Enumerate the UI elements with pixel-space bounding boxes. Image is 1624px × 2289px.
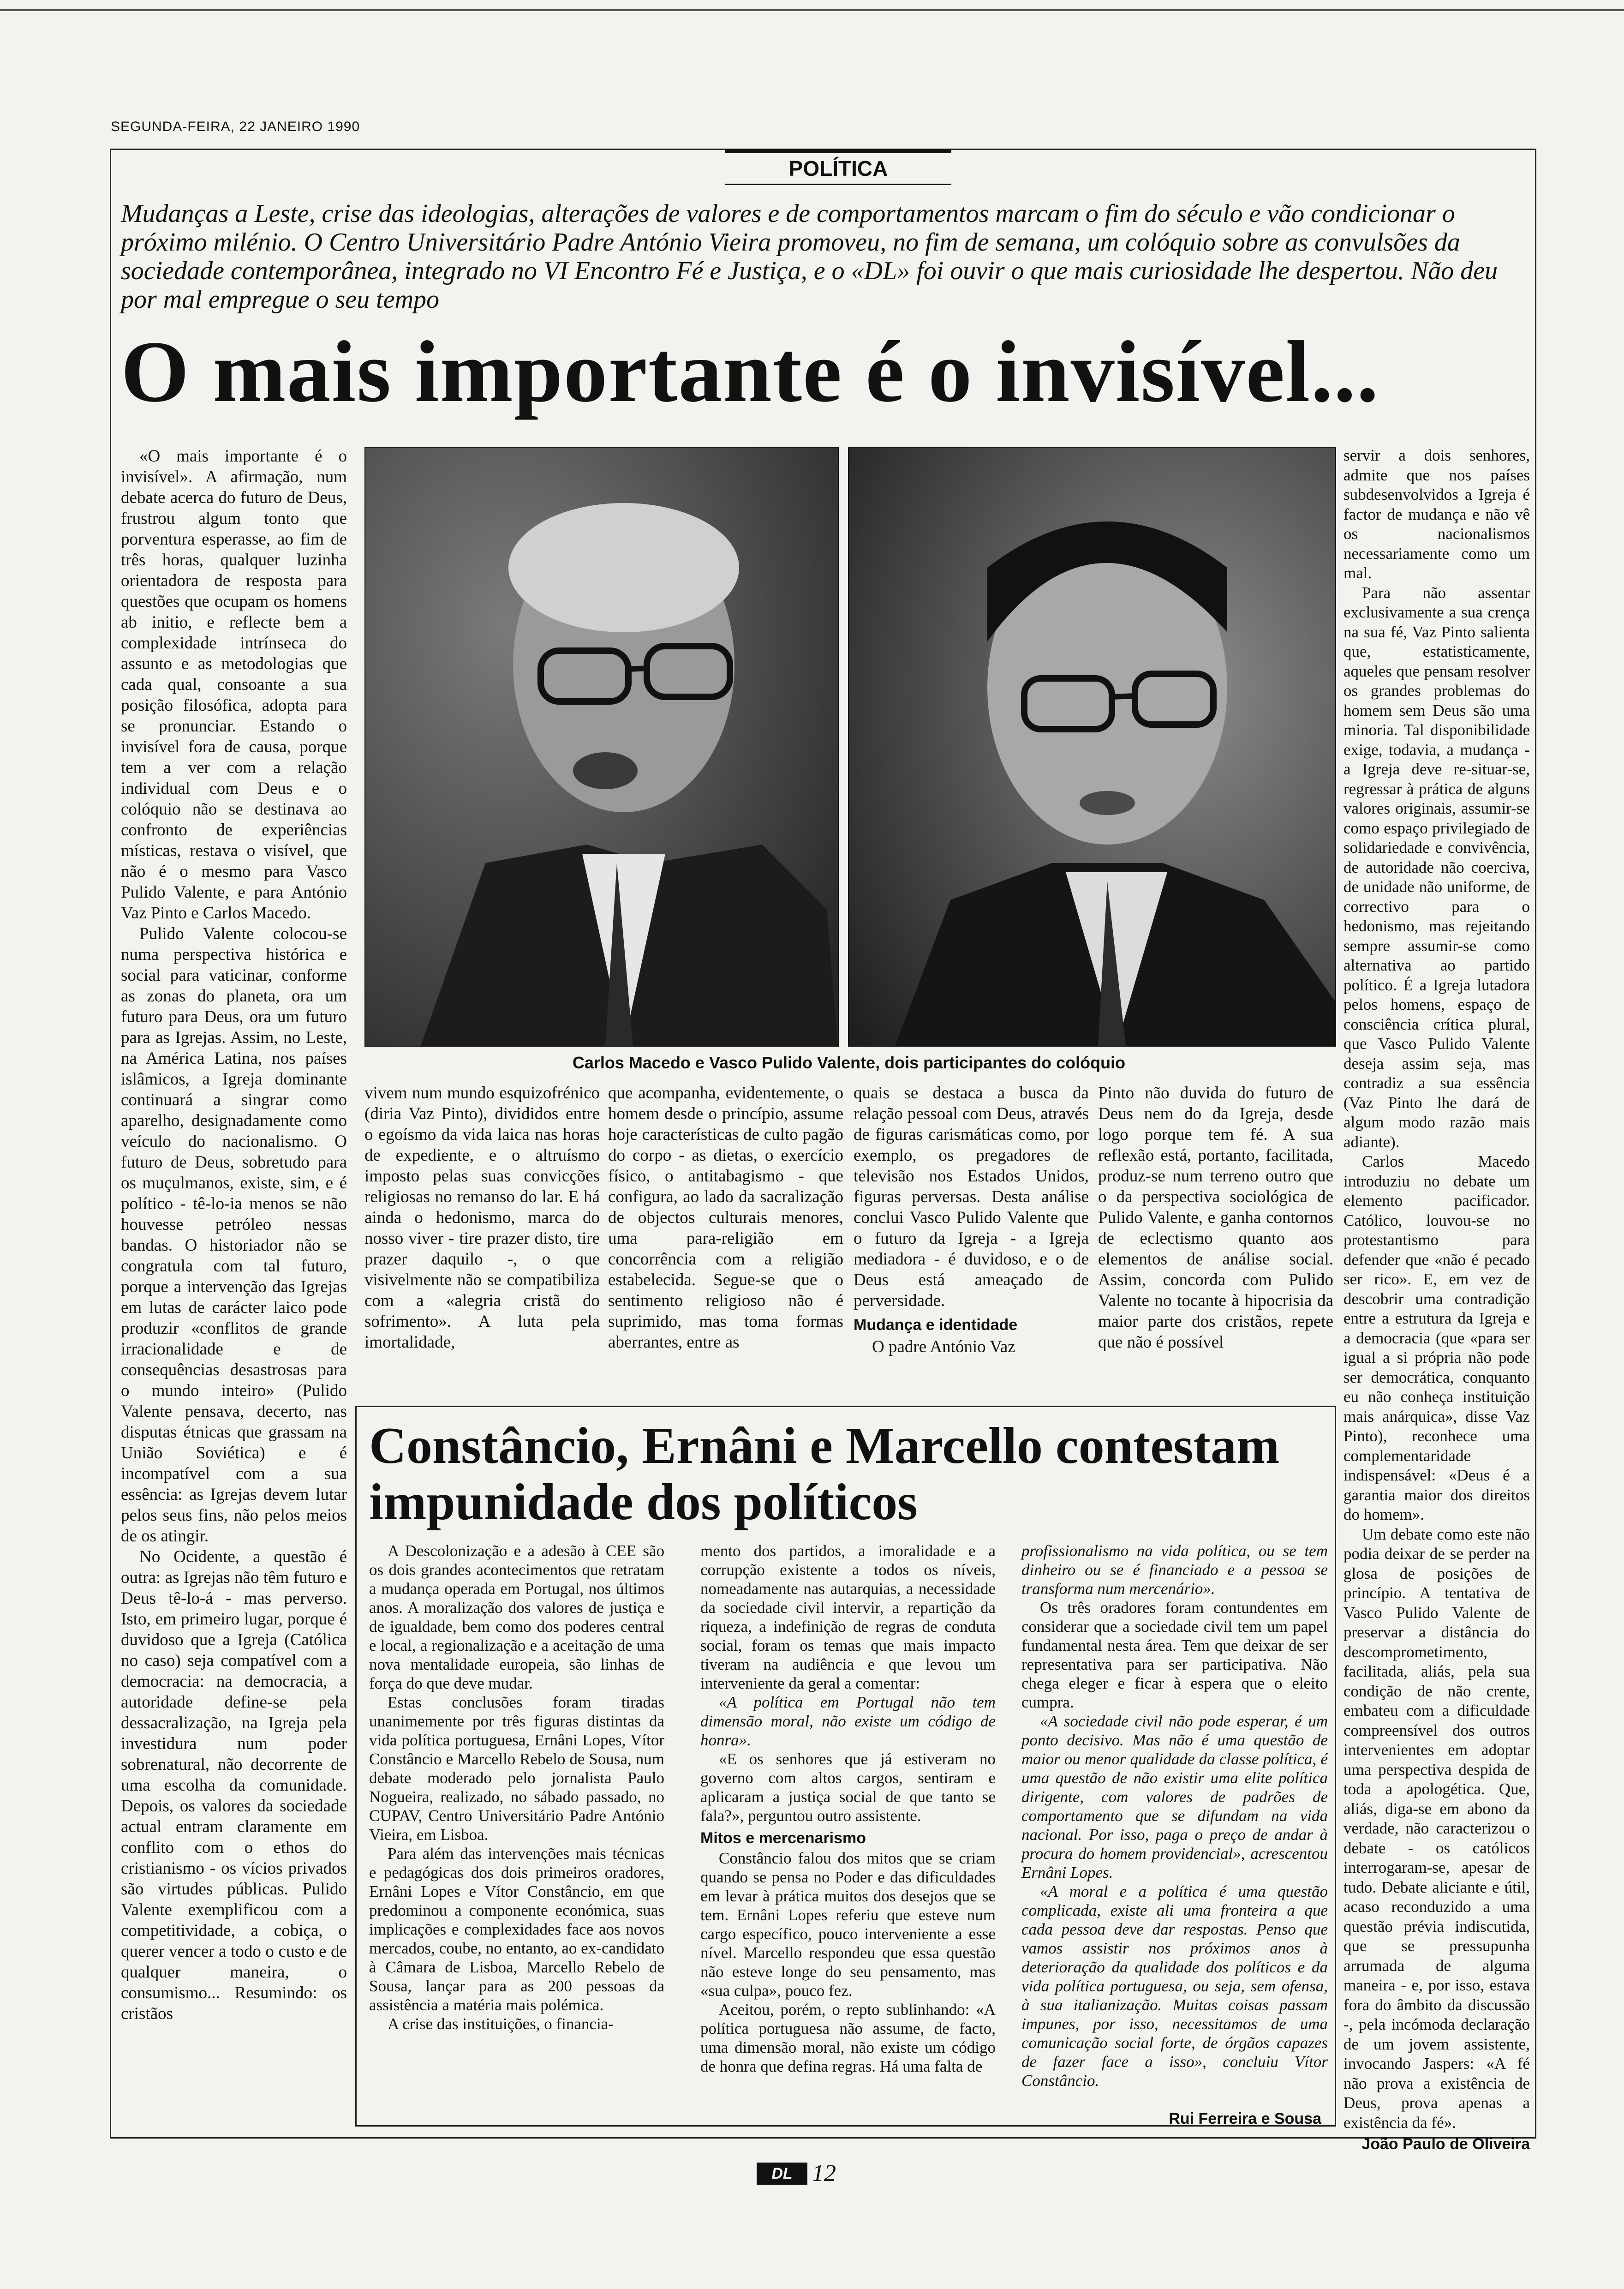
portrait-right-image (849, 448, 1335, 1046)
rubric-rule (725, 184, 951, 185)
photo-carlos-macedo (364, 447, 839, 1047)
paragraph: «A moral e a política é uma questão complicada, existe ali uma fronteira a que cada pessoa deve dar respostas. Penso que vamos assistir nos próximos anos à deterioração da qualidade dos políticos e da vida política portuguesa, ou seja, sem ofensa, à sua italianização. Muitas coisas passam impunes, por isso, necessitamos de uma comunicação social forte, de órgãos capazes de fazer face a isso», concluiu Vítor Constâncio. (1021, 1882, 1328, 2090)
paragraph: No Ocidente, a questão é outra: as Igrejas não têm futuro e Deus tê-lo-á - mas perverso. Isto, em primeiro lugar, porque é duvidoso que a Igreja (Católica no caso) seja compatível com a democracia: na democracia, a autoridade define-se pela dessacralização, na Igreja pela investidura num poder sobrenatural, não decorrente de uma escolha da comunidade. Depois, os valores da sociedade actual entram claramente em conflito com o ethos do cristianismo - os vícios privados são virtudes públicas. Pulido Valente exemplificou com a competitividade, a cobiça, o querer vencer a todo o custo e de qualquer maneira, o consumismo... Resumindo: os cristãos (121, 1547, 347, 2023)
paragraph: profissionalismo na vida política, ou se tem dinheiro ou se é financiado e a pessoa se transforma num mercenário». (1021, 1542, 1328, 1598)
paragraph: Os três oradores foram contundentes em considerar que a sociedade civil tem um papel fundamental nesta área. Tem que deixar de ser representativa para ser participativa. Não chega eleger e ficar à espera que o eleito cumpra. (1021, 1599, 1328, 1711)
page-number: 12 (812, 2160, 836, 2187)
box-byline: Rui Ferreira e Sousa (1169, 2110, 1321, 2127)
paragraph: Aceitou, porém, o repto sublinhando: «A política portuguesa não assume, de facto, uma dimensão moral, não existe um código de honra que defina regras. Há uma falta de (700, 2001, 996, 2075)
column-2 (364, 1083, 600, 1353)
photo-caption: Carlos Macedo e Vasco Pulido Valente, dois participantes do colóquio (572, 1053, 1126, 1072)
column-1 (121, 446, 347, 2024)
byline: João Paulo de Oliveira (1361, 2135, 1530, 2153)
column-3 (608, 1083, 843, 1353)
column-6 (1343, 446, 1530, 2154)
paragraph: «E os senhores que já estiveram no governo com altos cargos, sentiram e aplicaram a justiça social de que tanto se fala?», perguntou outro assistente. (700, 1750, 996, 1825)
paragraph: Carlos Macedo introduziu no debate um elemento pacificador. Católico, louvou-se no protestantismo para defender que «não é pecado ser rico». E, em vez de descobrir uma contradição entre a estrutura da Igreja e a democracia (que «para ser igual a si própria não pode ser democrática, conquanto eu não conheça instituição mais anárquica», disse Vaz Pinto), reconhece uma complementaridade indispensável: «Deus é a garantia maior dos direitos do homem». (1343, 1152, 1530, 1523)
paragraph: O padre António Vaz (872, 1337, 1015, 1356)
paragraph: «O mais importante é o invisível». A afirmação, num debate acerca do futuro de Deus, frustrou algum tonto que porventura esperasse, ao fim de três horas, qualquer luzinha orientadora de resposta para questões que ocupam os homens ab initio, e reflecte bem a complexidade intrínseca do assunto e as metodologias que cada qual, consoante a sua posição filosófica, adopta para se pronunciar. Estando o invisível fora de causa, porque tem a ver com a relação individual com Deus e o colóquio não se destinava ao confronto de experiências místicas, restava o visível, que não é o mesmo para Vasco Pulido Valente, e para António Vaz Pinto e Carlos Macedo. (121, 447, 347, 923)
portrait-left-image (365, 448, 838, 1046)
boxed-headline: Constâncio, Ernâni e Marcello contestam impunidade dos políticos (369, 1417, 1280, 1531)
article-lead: Mudanças a Leste, crise das ideologias, alterações de valores e de comportamentos marcam o fim do século e vão condicionar o próximo milénio. O Centro Universitário Padre António Vieira promoveu, no fim de semana, um colóquio sobre as convulsões da sociedade contemporânea, integrado no VI Encontro Fé e Justiça, e o «DL» foi ouvir o que mais curiosidade lhe despertou. Não deu por mal empregue o seu tempo (121, 199, 1498, 314)
paragraph: Estas conclusões foram tiradas unanimemente por três figuras distintas da vida política portuguesa, Ernâni Lopes, Vítor Constâncio e Marcello Rebelo de Sousa, num debate moderado pelo jornalista Paulo Nogueira, realizado, no sábado passado, no CUPAV, Centro Universitário Padre António Vieira, em Lisboa. (369, 1693, 664, 1844)
rubric-bar (725, 149, 951, 153)
box-column-3 (1021, 1541, 1328, 2090)
paragraph: A crise das instituições, o financia- (388, 2015, 614, 2033)
paragraph: servir a dois senhores, admite que nos países subdesenvolvidos a Igreja é factor de mudança e não vê os nacionalismos necessariamente como um mal. (1343, 446, 1530, 582)
box-column-2 (700, 1541, 996, 2076)
dl-logo: DL (757, 2163, 807, 2185)
paragraph: quais se destaca a busca da relação pessoal com Deus, através de figuras carismáticas como, por exemplo, os pregadores de televisão nos Estados Unidos, figuras perversas. Desta análise conclui Vasco Pulido Valente que o futuro da Igreja - a Igreja mediadora - é duvidoso, e o de Deus está ameaçado de perversidade. (854, 1084, 1089, 1310)
photo-vasco-pulido-valente (848, 447, 1336, 1047)
paragraph: A Descolonização e a adesão à CEE são os dois grandes acontecimentos que retratam a mudança operada em Portugal, nos últimos anos. A moralização dos valores de justiça e de igualdade, bem como dos poderes central e local, a regionalização e a aceitação de uma nova mentalidade europeia, são linhas de força do que deve mudar. (369, 1542, 664, 1692)
paragraph: Um debate como este não podia deixar de se perder na glosa de posições de princípio. A tentativa de Vasco Pulido Valente de preservar a distância do descomprometimento, facilitada, aliás, pela sua condição de não crente, embateu com a dificuldade compreensível dos outros intervenientes em adoptar uma perspectiva despida de toda a apologética. Que, aliás, diga-se em abono da verdade, não caracterizou o debate - os católicos interrogaram-se, apesar de tudo. Debate aliciante e útil, acaso reconduzido a uma questão prévia indiscutida, que se pressupunha arrumada de alguma maneira - e, por isso, estava fora do âmbito da discussão -, pela incómoda declaração de um jovem assistente, invocando Jaspers: «A fé não prova a existência de Deus, prova apenas a existência da fé». (1343, 1525, 1530, 2132)
paragraph: que acompanha, evidentemente, o homem desde o princípio, assume hoje características de culto pagão do corpo - as dietas, o exercício físico, o antitabagismo - que configura, ao lado da sacralização de objectos culturais menores, uma para-religião em concorrência com a religião estabelecida. Segue-se que o sentimento religioso não é suprimido, mas toma formas aberrantes, entre as (608, 1084, 843, 1352)
paragraph: mento dos partidos, a imoralidade e a corrupção existente a todos os níveis, nomeadamente nas autarquias, a necessidade da sociedade civil intervir, a repartição da riqueza, a indefinição de regras de conduta social, foram os temas que mais impacto tiveram na audiência e que levou um interveniente da geral a comentar: (700, 1542, 996, 1692)
paragraph: Pinto não duvida do futuro de Deus nem do da Igreja, desde logo porque tem fé. A sua reflexão está, portanto, facilitada, produz-se num terreno outro que o da perspectiva sociológica de Pulido Valente, e ganha contornos de eclectismo quanto aos elementos de análise social. Assim, concorda com Pulido Valente no tocante à hipocrisia da maior parte dos cristãos, repete que não é possível (1098, 1084, 1333, 1352)
paragraph: Constâncio falou dos mitos que se criam quando se pensa no Poder e das dificuldades em levar à prática muitos dos desejos que se tem. Ernâni Lopes referiu que esteve num cargo específico, pouco interveniente a esse nível. Marcello respondeu que essa questão não esteve longe do seu pensamento, mas «sua culpa», pouco fez. (700, 1849, 996, 2000)
section-rubric: POLÍTICA (788, 156, 888, 180)
paragraph: «A política em Portugal não tem dimensão moral, não existe um código de honra». (700, 1693, 996, 1749)
column-4 (854, 1083, 1089, 1357)
subheading: Mudança e identidade (854, 1316, 1018, 1334)
paragraph: vivem num mundo esquizofrénico (diria Vaz Pinto), divididos entre o egoísmo da vida laica nas horas de expediente, e o altruísmo imposto pelas suas convicções religiosas no remanso do lar. E há ainda o hedonismo, marca do nosso viver - tire prazer disto, tire prazer daquilo -, o que visivelmente não se compatibiliza com a «alegria cristã do sofrimento». A luta pela imortalidade, (364, 1084, 600, 1352)
paragraph: «A sociedade civil não pode esperar, é um ponto decisivo. Mas não é uma questão de maior ou menor qualidade da classe política, é uma questão de não existir uma elite política dirigente, com valores de padrões de comportamento que se difundam na vida nacional. Por isso, paga o preço de andar à procura do homem providencial», acrescentou Ernâni Lopes. (1021, 1712, 1328, 1882)
paragraph: Para não assentar exclusivamente a sua crença na sua fé, Vaz Pinto salienta que, estatisticamente, aqueles que pensam resolver os grandes problemas do homem sem Deus são uma minoria. Tal disponibilidade exige, todavia, a mudança - a Igreja deve re-situar-se, regressar à prática de alguns valores originais, assumir-se como espaço privilegiado de solidariedade e convivência, de autoridade não coerciva, de unidade não uniforme, de correctivo para o hedonismo, mas rejeitando sempre assumir-se como alternativa ao partido político. É a Igreja lutadora pelos homens, espaço de consciência crítica plural, que Vasco Pulido Valente deseja assim seja, mas contradiz a sua essência (Vaz Pinto lhe dará de algum modo razão mais adiante). (1343, 583, 1530, 1151)
box-column-1 (369, 1541, 664, 2033)
page-top-rule (0, 9, 1624, 11)
article-headline: O mais importante é o invisível... (121, 324, 1379, 420)
paragraph: Pulido Valente colocou-se numa perspectiva histórica e social para vaticinar, conforme as zonas do planeta, ora um futuro para Deus, ora um futuro para as Igrejas. Assim, no Leste, na América Latina, nos países islâmicos, a Igreja dominante continuará a singrar como aparelho, designadamente como veículo do nacionalismo. O futuro de Deus, sobretudo para os muçulmanos, existe, sim, e é político - tê-lo-ia menos se não houvesse petróleo nessas bandas. O historiador não se congratula com tal futuro, porque a intervenção das Igrejas em lutas de carácter laico pode produzir «conflitos de grande irracionalidade e de consequências desastrosas para o mundo inteiro» (Pulido Valente pensava, decerto, nas disputas étnicas que grassam na União Soviética) e é incompatível com a sua essência: as Igrejas devem lutar pelos seus fins, não pelos meios de os atingir. (121, 924, 347, 1546)
paragraph: Para além das intervenções mais técnicas e pedagógicas dos dois primeiros oradores, Ernâni Lopes e Vítor Constâncio, em que predominou a componente económica, suas implicações e complexidades face aos novos mercados, coube, no entanto, ao ex-candidato à Câmara de Lisboa, Marcello Rebelo de Sousa, lançar para as 200 pessoas da assistência a matéria mais polémica. (369, 1845, 664, 2014)
subheading: Mitos e mercenarismo (700, 1829, 866, 1847)
column-5 (1098, 1083, 1333, 1353)
page-folio (757, 2160, 836, 2187)
dateline: SEGUNDA-FEIRA, 22 JANEIRO 1990 (111, 119, 360, 134)
